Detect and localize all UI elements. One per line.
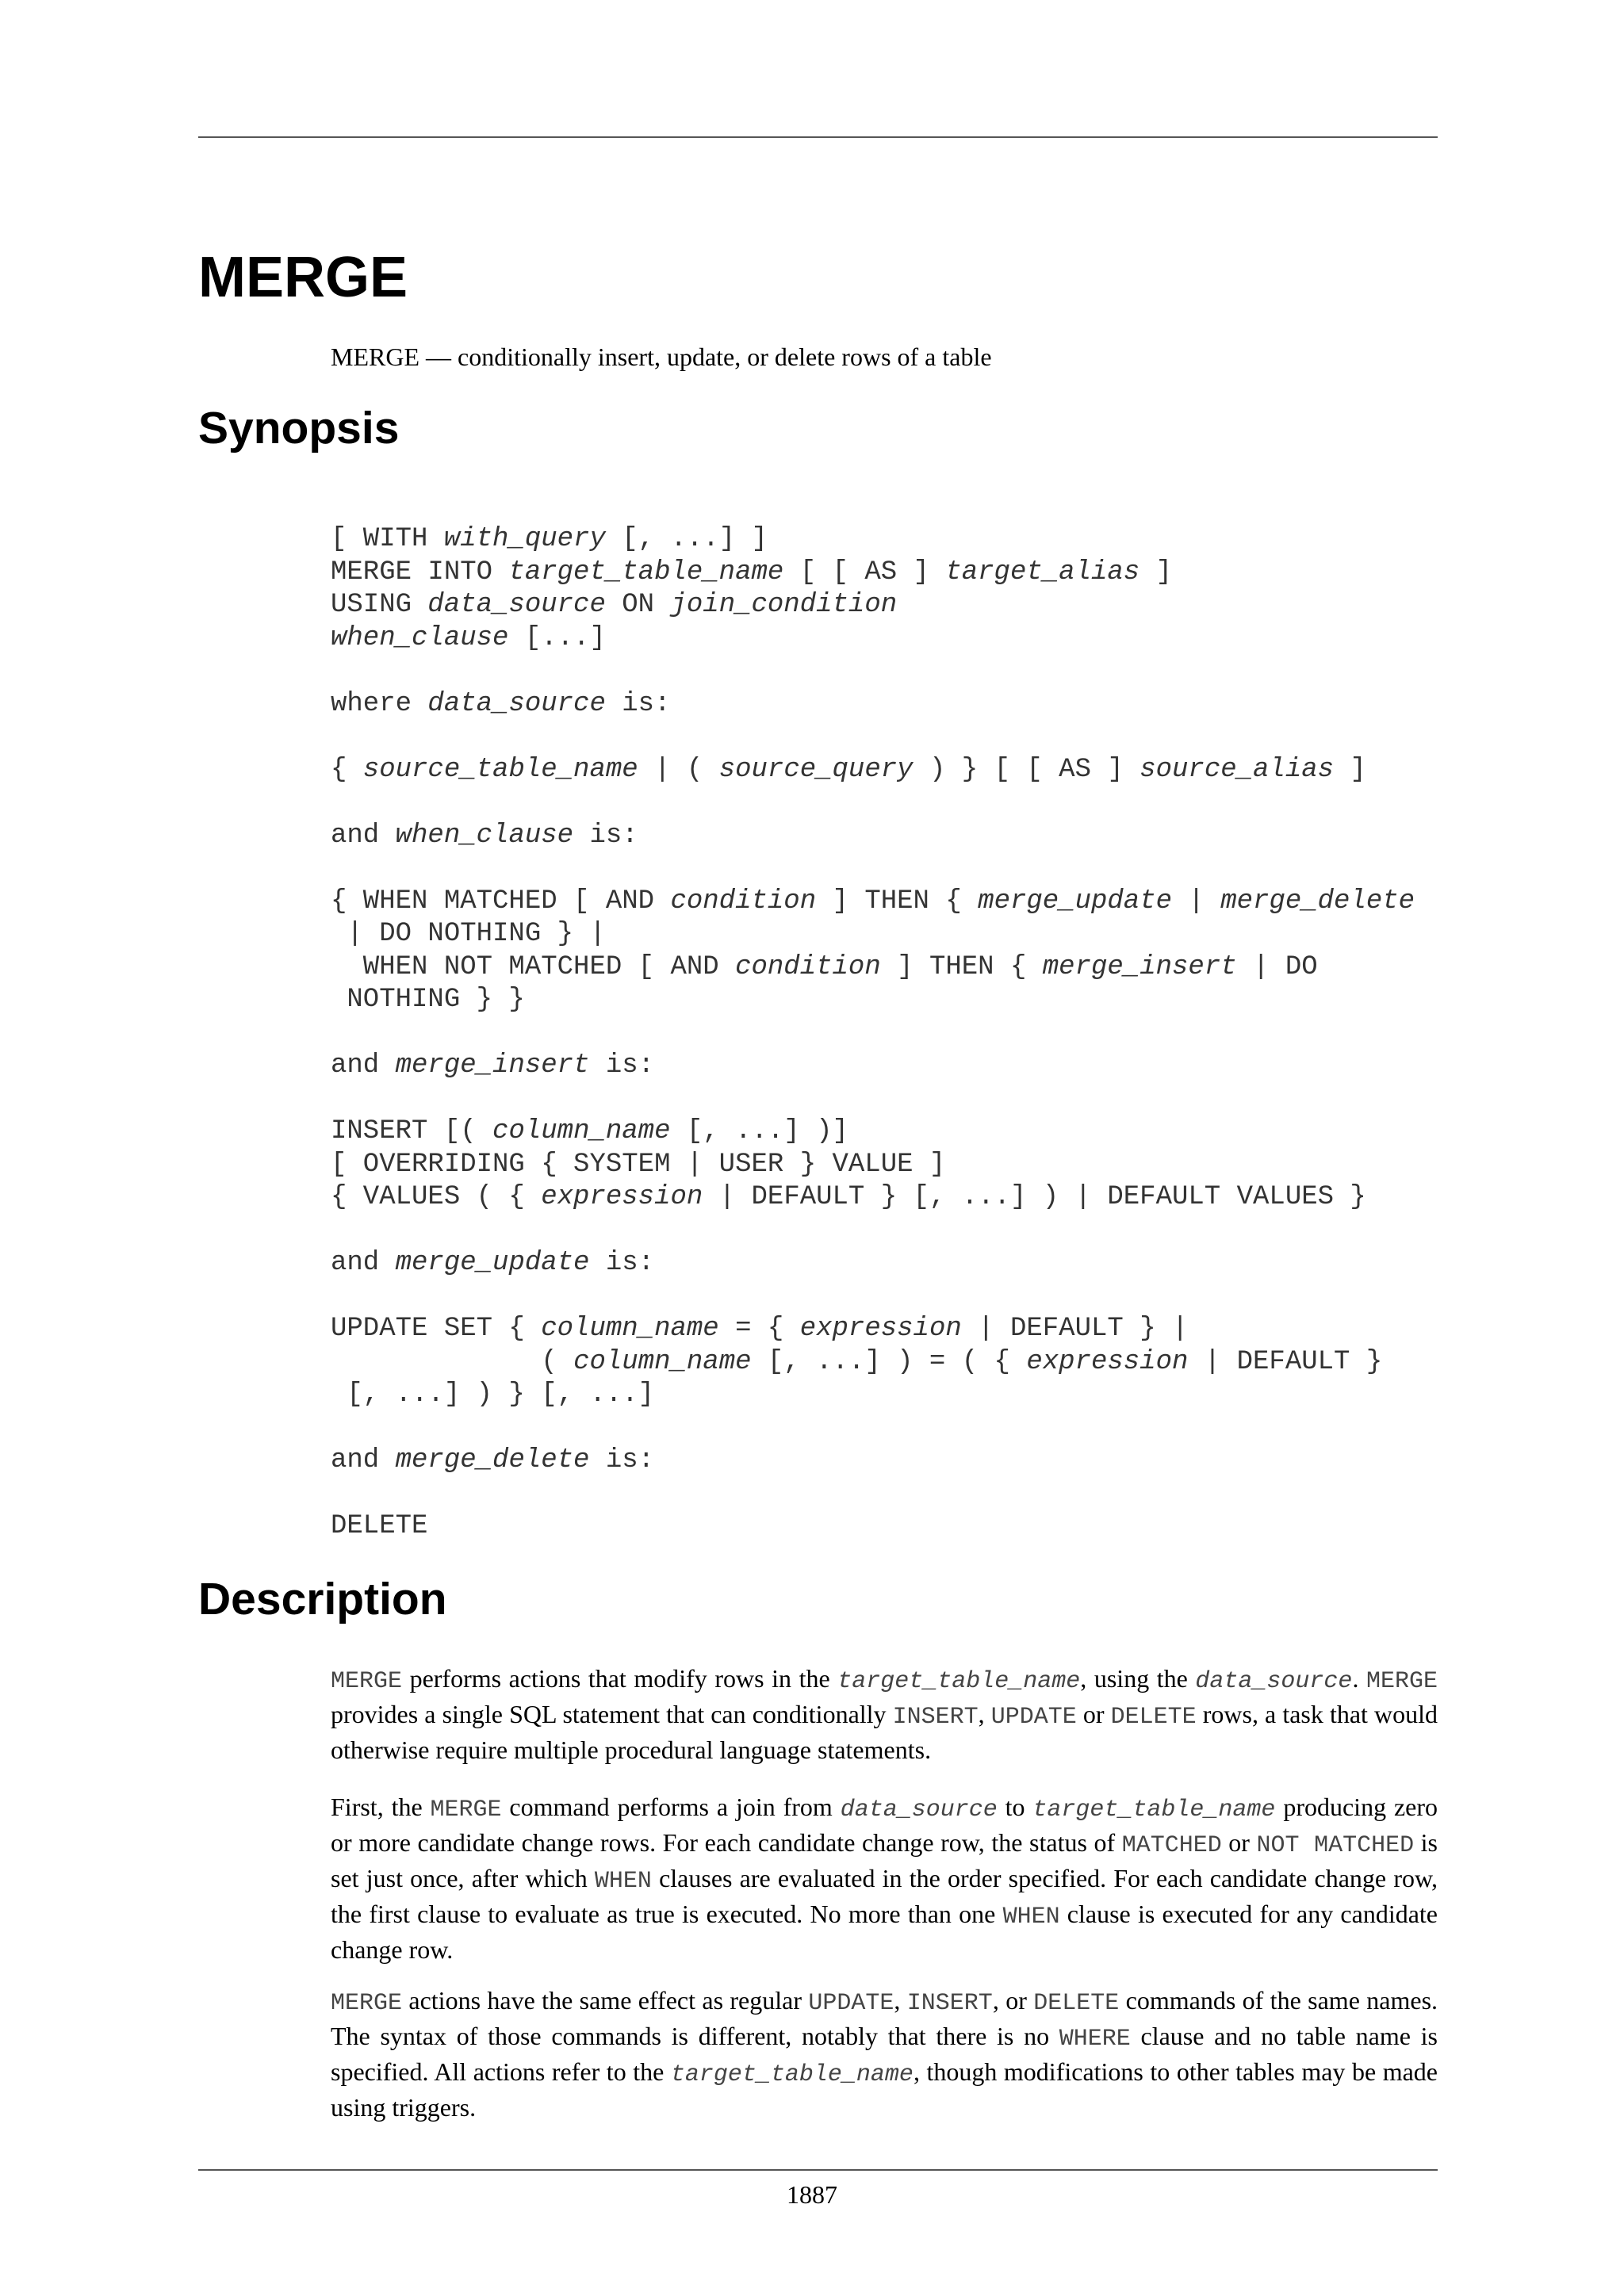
inline-code: MERGE <box>331 1668 403 1695</box>
inline-code: MERGE <box>430 1797 502 1823</box>
synopsis-replaceable: when_clause <box>395 820 574 851</box>
synopsis-text: [ [ AS ] <box>783 557 946 587</box>
synopsis-text: MERGE INTO <box>331 557 509 587</box>
paragraph-text: First, the <box>331 1793 431 1821</box>
synopsis-replaceable: source_table_name <box>362 754 638 785</box>
synopsis-block <box>331 523 1415 1544</box>
inline-code: WHERE <box>1059 2026 1131 2053</box>
synopsis-text: | DEFAULT } | <box>961 1314 1189 1344</box>
refpurpose: MERGE — conditionally insert, update, or delete rows of a table <box>331 342 992 371</box>
paragraph-text: provides a single SQL statement that can conditionally <box>331 1700 893 1728</box>
inline-code: UPDATE <box>808 1990 894 2017</box>
synopsis-text: DELETE <box>331 1511 428 1541</box>
synopsis-replaceable: when_clause <box>331 622 509 653</box>
inline-code: MATCHED <box>1121 1832 1222 1859</box>
inline-code: NOT MATCHED <box>1256 1832 1415 1859</box>
synopsis-replaceable: merge_insert <box>395 1050 590 1081</box>
synopsis-line <box>331 622 1415 656</box>
synopsis-text: ] THEN { <box>880 951 1043 982</box>
description-paragraph <box>331 1791 1438 1966</box>
synopsis-replaceable: condition <box>735 951 881 982</box>
synopsis-line <box>331 1313 1415 1346</box>
synopsis-replaceable: expression <box>799 1314 962 1344</box>
paragraph-text: , <box>978 1700 991 1728</box>
synopsis-text: ) } [ [ AS ] <box>913 754 1140 785</box>
paragraph-text: to <box>997 1793 1033 1821</box>
synopsis-text: is: <box>605 688 671 719</box>
synopsis-text: and <box>331 1248 396 1278</box>
synopsis-line <box>331 1346 1415 1380</box>
synopsis-line <box>331 1247 1415 1280</box>
synopsis-replaceable: expression <box>1026 1346 1189 1377</box>
synopsis-text: USING <box>331 590 428 620</box>
synopsis-line <box>331 688 1415 721</box>
synopsis-text: ( <box>331 1346 574 1377</box>
synopsis-replaceable: with_query <box>443 524 606 554</box>
synopsis-text: { VALUES ( { <box>331 1182 542 1212</box>
synopsis-line <box>331 852 1415 886</box>
synopsis-text: | <box>1172 886 1221 916</box>
synopsis-line <box>331 1379 1415 1412</box>
synopsis-text: and <box>331 820 396 851</box>
synopsis-replaceable: merge_delete <box>1220 886 1415 916</box>
paragraph-text: , <box>894 1986 907 2015</box>
synopsis-line <box>331 1050 1415 1083</box>
paragraph-text: commands of the same names. The syntax of those commands is different, notably that there is no <box>331 1986 1438 2050</box>
paragraph-text: , or <box>992 1986 1034 2015</box>
synopsis-replaceable: merge_update <box>395 1248 590 1278</box>
inline-code: UPDATE <box>990 1704 1077 1731</box>
synopsis-text: ] <box>1334 754 1366 785</box>
synopsis-line <box>331 523 1415 557</box>
synopsis-text: | ( <box>638 754 719 785</box>
synopsis-replaceable: data_source <box>427 590 606 620</box>
paragraph-text: . <box>1352 1664 1367 1693</box>
synopsis-text: | DO NOTHING } | <box>331 919 606 949</box>
synopsis-replaceable: merge_delete <box>395 1445 590 1475</box>
paragraph-text: clause is executed for any candidate change row. <box>331 1900 1438 1964</box>
synopsis-text: { <box>331 754 363 785</box>
synopsis-line <box>331 951 1415 985</box>
synopsis-text: | DO <box>1236 951 1318 982</box>
synopsis-replaceable: column_name <box>541 1314 719 1344</box>
synopsis-text: and <box>331 1050 396 1081</box>
header-rule <box>198 136 1438 138</box>
synopsis-text: [, ...] ) = ( { <box>751 1346 1027 1377</box>
synopsis-line <box>331 557 1415 590</box>
inline-code: MERGE <box>1366 1668 1438 1695</box>
inline-code: MERGE <box>331 1990 403 2017</box>
footer-rule <box>198 2169 1438 2171</box>
synopsis-replaceable: merge_update <box>978 886 1173 916</box>
synopsis-line <box>331 820 1415 853</box>
synopsis-line <box>331 1083 1415 1116</box>
page-title: MERGE <box>198 246 408 309</box>
synopsis-line <box>331 1215 1415 1248</box>
paragraph-text: command performs a join from <box>501 1793 841 1821</box>
synopsis-replaceable: condition <box>670 886 817 916</box>
synopsis-line <box>331 1017 1415 1050</box>
synopsis-text: ON <box>605 590 671 620</box>
synopsis-line <box>331 1478 1415 1511</box>
synopsis-line <box>331 754 1415 787</box>
synopsis-replaceable: data_source <box>427 688 606 719</box>
inline-code: INSERT <box>892 1704 979 1731</box>
synopsis-line <box>331 886 1415 919</box>
synopsis-text: is: <box>589 1248 655 1278</box>
paragraph-text: performs actions that modify rows in the <box>402 1664 838 1693</box>
synopsis-replaceable: column_name <box>492 1116 671 1146</box>
synopsis-heading: Synopsis <box>198 403 400 453</box>
synopsis-text: | DEFAULT } [, ...] ) | DEFAULT VALUES } <box>703 1182 1366 1212</box>
synopsis-line <box>331 1280 1415 1314</box>
synopsis-line <box>331 1445 1415 1478</box>
synopsis-text: [, ...] )] <box>670 1116 848 1146</box>
synopsis-text: { WHEN MATCHED [ AND <box>331 886 671 916</box>
synopsis-text: NOTHING } } <box>331 985 525 1015</box>
synopsis-line <box>331 1115 1415 1149</box>
description-paragraph <box>331 1663 1438 1766</box>
synopsis-text: = { <box>718 1314 800 1344</box>
synopsis-text: [, ...] ] <box>605 524 768 554</box>
synopsis-line <box>331 984 1415 1017</box>
inline-code: DELETE <box>1110 1704 1197 1731</box>
synopsis-text: and <box>331 1445 396 1475</box>
paragraph-text: producing zero or more candidate change rows. For each candidate change row, the status of <box>331 1793 1438 1857</box>
inline-replaceable: data_source <box>840 1797 998 1823</box>
synopsis-line <box>331 1412 1415 1445</box>
paragraph-text: or <box>1221 1828 1257 1857</box>
synopsis-text: | DEFAULT } <box>1188 1346 1383 1377</box>
synopsis-text: is: <box>589 1050 655 1081</box>
synopsis-text: where <box>331 688 428 719</box>
synopsis-replaceable: source_alias <box>1139 754 1335 785</box>
synopsis-text: ] <box>1139 557 1172 587</box>
inline-replaceable: target_table_name <box>837 1668 1081 1695</box>
synopsis-line <box>331 1149 1415 1182</box>
synopsis-text: ] THEN { <box>816 886 979 916</box>
synopsis-replaceable: join_condition <box>670 590 898 620</box>
paragraph-text: clauses are evaluated in the order specified. For each candidate change row, the first clause to evaluate as true is executed. No more than one <box>331 1864 1438 1928</box>
inline-replaceable: target_table_name <box>1032 1797 1276 1823</box>
synopsis-replaceable: column_name <box>573 1346 752 1377</box>
description-paragraph <box>331 1984 1438 2124</box>
inline-replaceable: target_table_name <box>670 2061 914 2088</box>
synopsis-line <box>331 589 1415 622</box>
inline-code: WHEN <box>1002 1904 1060 1931</box>
synopsis-line <box>331 655 1415 688</box>
paragraph-text: , using the <box>1080 1664 1196 1693</box>
paragraph-text: , though modifications to other tables may be made using triggers. <box>331 2057 1438 2122</box>
synopsis-line <box>331 786 1415 820</box>
paragraph-text: is set just once, after which <box>331 1828 1438 1892</box>
synopsis-text: [, ...] ) } [, ...] <box>331 1380 655 1410</box>
synopsis-replaceable: source_query <box>718 754 914 785</box>
synopsis-replaceable: merge_insert <box>1042 951 1237 982</box>
synopsis-text: [ OVERRIDING { SYSTEM | USER } VALUE ] <box>331 1149 946 1180</box>
inline-code: WHEN <box>594 1868 652 1895</box>
page-number: 1887 <box>787 2180 837 2209</box>
synopsis-line <box>331 1510 1415 1544</box>
description-heading: Description <box>198 1574 447 1624</box>
synopsis-replaceable: target_alias <box>945 557 1140 587</box>
synopsis-text: is: <box>573 820 638 851</box>
synopsis-line <box>331 721 1415 754</box>
inline-replaceable: data_source <box>1195 1668 1353 1695</box>
synopsis-replaceable: expression <box>541 1182 703 1212</box>
synopsis-line <box>331 918 1415 951</box>
synopsis-text: [ WITH <box>331 524 444 554</box>
paragraph-text: rows, a task that would otherwise require multiple procedural language statements. <box>331 1700 1438 1764</box>
synopsis-text: [...] <box>508 622 606 653</box>
synopsis-line <box>331 1181 1415 1215</box>
synopsis-replaceable: target_table_name <box>508 557 784 587</box>
paragraph-text: clause and no table name is specified. All actions refer to the <box>331 2022 1438 2086</box>
inline-code: DELETE <box>1033 1990 1120 2017</box>
synopsis-text: UPDATE SET { <box>331 1314 542 1344</box>
paragraph-text: actions have the same effect as regular <box>402 1986 809 2015</box>
inline-code: INSERT <box>906 1990 993 2017</box>
paragraph-text: or <box>1076 1700 1111 1728</box>
synopsis-text: is: <box>589 1445 655 1475</box>
synopsis-text: WHEN NOT MATCHED [ AND <box>331 951 736 982</box>
synopsis-text: INSERT [( <box>331 1116 493 1146</box>
